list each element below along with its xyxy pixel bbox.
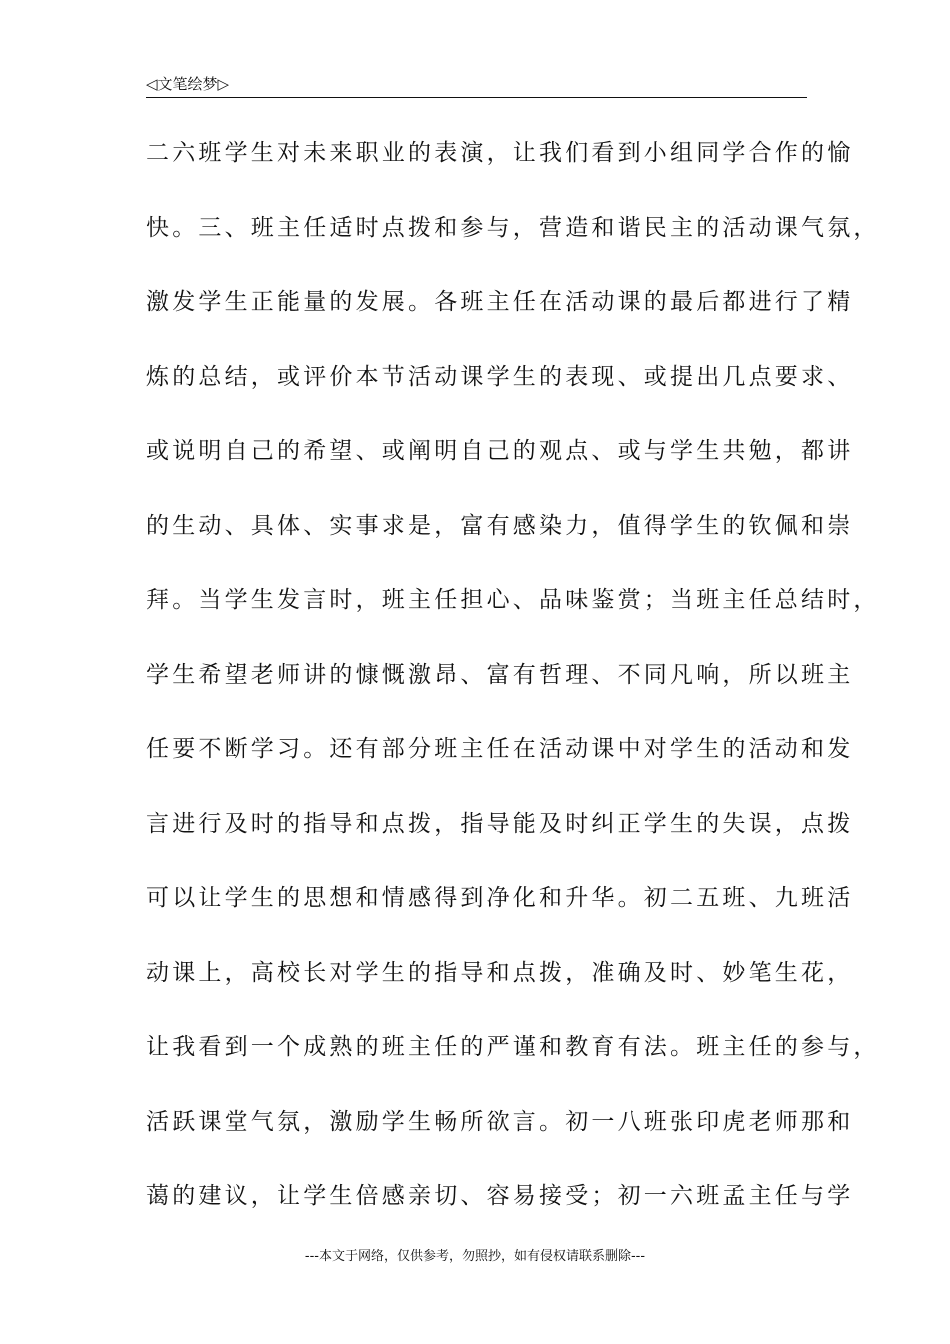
body-line: 或说明自己的希望、或阐明自己的观点、或与学生共勉，都讲 <box>146 438 854 464</box>
body-line: 二六班学生对未来职业的表演，让我们看到小组同学合作的愉 <box>146 140 854 166</box>
body-line: 让我看到一个成熟的班主任的严谨和教育有法。班主任的参与， <box>146 1034 880 1060</box>
page-header <box>146 72 806 98</box>
header-title: ◁文笔绘梦▷ <box>146 75 230 93</box>
page-footer: ---本文于网络，仅供参考，勿照抄，如有侵权请联系删除--- <box>304 1249 646 1264</box>
header-divider <box>146 97 807 98</box>
body-line: 言进行及时的指导和点拨，指导能及时纠正学生的失误，点拨 <box>146 810 854 837</box>
body-line: 可以让学生的思想和情感得到净化和升华。初二五班、九班活 <box>146 885 854 911</box>
body-line: 快。三、班主任适时点拨和参与，营造和谐民主的活动课气氛， <box>146 214 880 241</box>
document-body <box>146 124 880 1242</box>
body-line: 活跃课堂气氛，激励学生畅所欲言。初一八班张印虎老师那和 <box>146 1108 854 1135</box>
body-line: 蔼的建议，让学生倍感亲切、容易接受；初一六班孟主任与学 <box>146 1183 854 1209</box>
body-line: 拜。当学生发言时，班主任担心、品味鉴赏；当班主任总结时， <box>146 587 880 613</box>
body-line: 炼的总结，或评价本节活动课学生的表现、或提出几点要求、 <box>146 363 854 390</box>
body-line: 激发学生正能量的发展。各班主任在活动课的最后都进行了精 <box>146 289 854 315</box>
body-line: 任要不断学习。还有部分班主任在活动课中对学生的活动和发 <box>146 736 854 762</box>
body-line: 学生希望老师讲的慷慨激昂、富有哲理、不同凡响，所以班主 <box>146 661 854 688</box>
body-line: 的生动、具体、实事求是，富有感染力，值得学生的钦佩和崇 <box>146 512 854 539</box>
body-line: 动课上，高校长对学生的指导和点拨，准确及时、妙笔生花， <box>146 959 854 986</box>
